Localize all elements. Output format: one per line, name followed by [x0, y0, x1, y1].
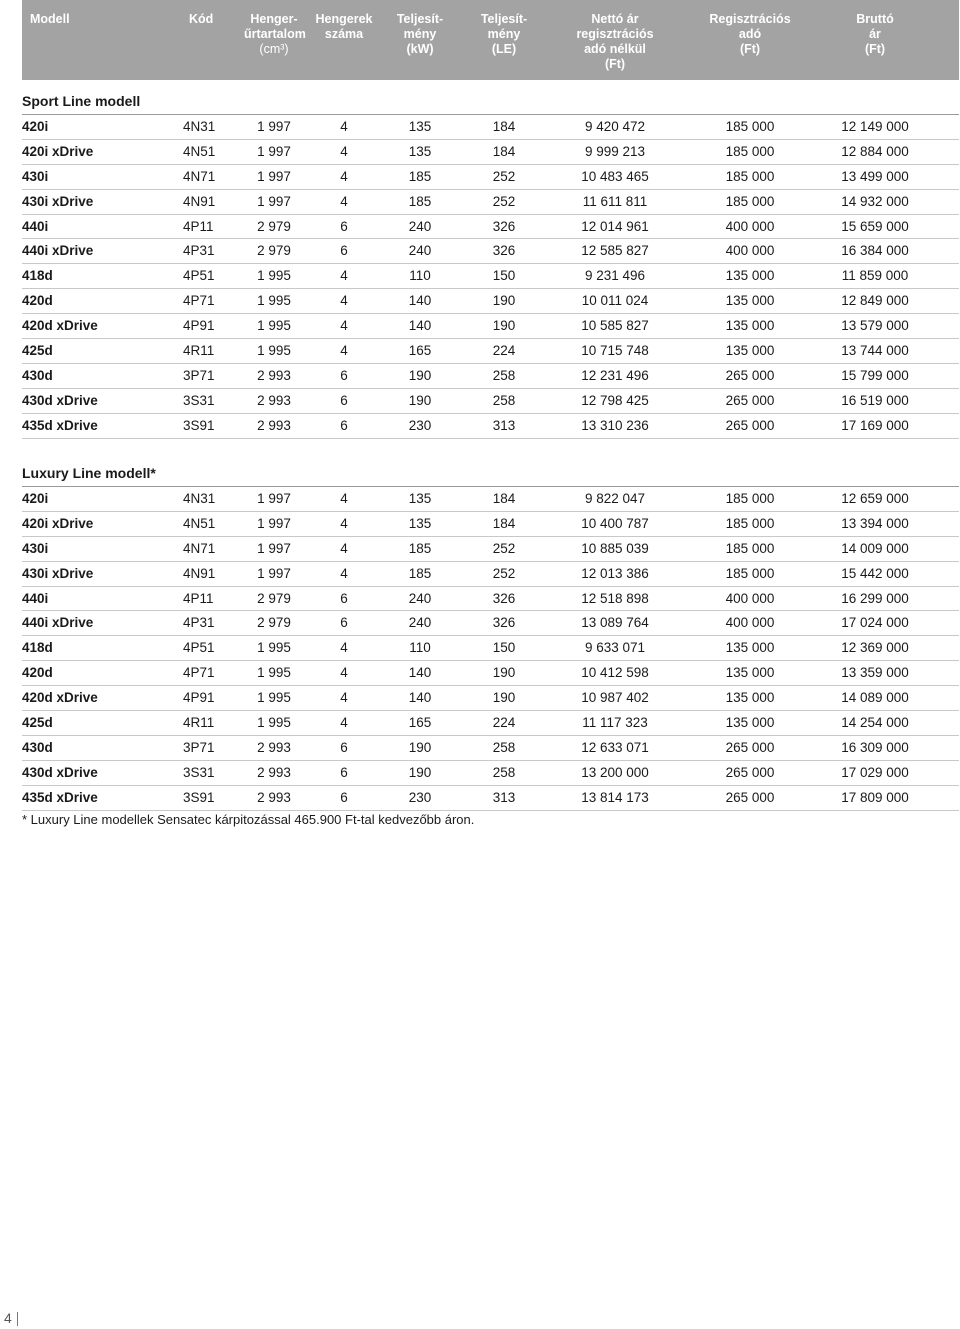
table-row: [22, 786, 959, 811]
model-cell: 430i xDrive: [22, 193, 94, 209]
gross-price-cell: 16 519 000: [841, 392, 909, 408]
model-cell: 418d: [22, 268, 53, 284]
registration-tax-cell: 185 000: [725, 168, 775, 184]
table-row: [22, 190, 959, 215]
gross-price-cell: 17 809 000: [841, 789, 909, 805]
displacement-cell: 1 995: [257, 690, 291, 706]
code-cell: 4R11: [183, 343, 215, 359]
section-luxury-line: [22, 461, 959, 811]
code-cell: 4P51: [183, 268, 215, 284]
code-cell: 4N91: [183, 565, 216, 581]
code-cell: 4N71: [183, 168, 216, 184]
model-cell: 430d: [22, 367, 53, 383]
displacement-cell: 1 995: [257, 268, 291, 284]
section-rows: [22, 115, 959, 439]
gross-price-cell: 12 884 000: [841, 143, 909, 159]
displacement-cell: 1 997: [257, 119, 291, 134]
displacement-cell: 1 997: [257, 143, 291, 159]
registration-tax-cell: 135 000: [725, 268, 775, 284]
code-cell: 3S31: [183, 392, 215, 408]
cylinders-cell: 4: [340, 318, 348, 334]
power-hp-cell: 190: [492, 690, 516, 706]
code-cell: 4N51: [183, 515, 216, 531]
model-cell: 440i: [22, 590, 49, 606]
model-cell: 430d xDrive: [22, 764, 98, 780]
power-hp-cell: 326: [492, 218, 516, 234]
model-cell: 430i xDrive: [22, 565, 94, 581]
gross-price-cell: 17 029 000: [841, 764, 909, 780]
table-row: [22, 487, 959, 512]
model-cell: 425d: [22, 343, 53, 359]
header-regisztracios-ado: Regisztrációs adó (Ft): [709, 12, 791, 56]
header-netto-ar: Nettó ár regisztrációs adó nélkül (Ft): [576, 12, 654, 71]
power-hp-cell: 150: [492, 268, 516, 284]
power-hp-cell: 252: [492, 540, 516, 556]
header-teljesitmeny-kw: Teljesít- mény (kW): [396, 12, 444, 56]
registration-tax-cell: 135 000: [725, 343, 775, 359]
power-hp-cell: 150: [492, 640, 516, 656]
cylinders-cell: 6: [340, 417, 348, 433]
model-cell: 420i xDrive: [22, 143, 94, 159]
net-price-cell: 12 798 425: [581, 392, 649, 408]
displacement-cell: 1 997: [257, 491, 291, 506]
displacement-cell: 1 995: [257, 343, 291, 359]
table-header: [22, 0, 959, 80]
registration-tax-cell: 185 000: [725, 143, 775, 159]
registration-tax-cell: 135 000: [725, 318, 775, 334]
model-cell: 420d xDrive: [22, 318, 98, 334]
header-modell: Modell: [30, 12, 70, 26]
header-hengerurtartalom: Henger- űrtartalom (cm³): [244, 12, 306, 56]
cylinders-cell: 4: [340, 640, 348, 656]
cylinders-cell: 4: [340, 193, 348, 209]
gross-price-cell: 15 659 000: [841, 218, 909, 234]
power-hp-cell: 258: [492, 367, 516, 383]
model-cell: 430d: [22, 739, 53, 755]
code-cell: 3P71: [183, 739, 215, 755]
registration-tax-cell: 400 000: [725, 243, 775, 259]
power-hp-cell: 190: [492, 293, 516, 309]
power-hp-cell: 184: [492, 515, 516, 531]
power-hp-cell: 252: [492, 193, 516, 209]
cylinders-cell: 4: [340, 168, 348, 184]
code-cell: 4P11: [183, 590, 214, 606]
gross-price-cell: 16 309 000: [841, 739, 909, 755]
power-hp-cell: 326: [492, 243, 516, 259]
net-price-cell: 9 999 213: [584, 143, 646, 159]
net-price-cell: 13 310 236: [581, 417, 649, 433]
section-rows: [22, 487, 959, 811]
displacement-cell: 1 997: [257, 515, 291, 531]
power-kw-cell: 185: [408, 168, 432, 184]
model-cell: 420d: [22, 293, 53, 309]
registration-tax-cell: 265 000: [725, 739, 775, 755]
displacement-cell: 1 995: [257, 640, 291, 656]
section-title: Luxury Line modell*: [22, 461, 959, 487]
power-kw-cell: 165: [408, 343, 432, 359]
power-kw-cell: 135: [408, 143, 432, 159]
cylinders-cell: 4: [340, 665, 348, 681]
displacement-cell: 1 995: [257, 715, 291, 731]
code-cell: 4P31: [183, 615, 215, 631]
cylinders-cell: 4: [340, 343, 348, 359]
gross-price-cell: 13 579 000: [841, 318, 909, 334]
registration-tax-cell: 265 000: [725, 764, 775, 780]
displacement-cell: 1 995: [257, 293, 291, 309]
gross-price-cell: 13 359 000: [841, 665, 909, 681]
net-price-cell: 12 013 386: [581, 565, 649, 581]
displacement-cell: 2 979: [257, 218, 291, 234]
gross-price-cell: 12 659 000: [841, 491, 909, 506]
table-row: [22, 314, 959, 339]
cylinders-cell: 6: [340, 739, 348, 755]
displacement-cell: 2 993: [257, 789, 291, 805]
net-price-cell: 10 885 039: [581, 540, 649, 556]
registration-tax-cell: 265 000: [725, 367, 775, 383]
model-cell: 420d xDrive: [22, 690, 98, 706]
power-kw-cell: 240: [408, 615, 432, 631]
power-kw-cell: 135: [408, 491, 432, 506]
displacement-cell: 2 993: [257, 764, 291, 780]
table-row: [22, 761, 959, 786]
code-cell: 3S91: [183, 417, 215, 433]
power-kw-cell: 185: [408, 540, 432, 556]
cylinders-cell: 6: [340, 218, 348, 234]
cylinders-cell: 4: [340, 565, 348, 581]
power-kw-cell: 110: [409, 640, 431, 656]
model-cell: 420i: [22, 491, 49, 506]
power-hp-cell: 184: [492, 491, 516, 506]
power-hp-cell: 258: [492, 764, 516, 780]
power-kw-cell: 240: [408, 218, 432, 234]
net-price-cell: 13 814 173: [581, 789, 649, 805]
gross-price-cell: 13 744 000: [841, 343, 909, 359]
power-kw-cell: 190: [408, 739, 432, 755]
cylinders-cell: 6: [340, 590, 348, 606]
net-price-cell: 12 518 898: [581, 590, 649, 606]
net-price-cell: 13 200 000: [581, 764, 649, 780]
displacement-cell: 2 993: [257, 392, 291, 408]
registration-tax-cell: 265 000: [725, 789, 775, 805]
table-row: [22, 289, 959, 314]
net-price-cell: 12 231 496: [581, 367, 649, 383]
registration-tax-cell: 185 000: [725, 565, 775, 581]
power-kw-cell: 230: [408, 417, 432, 433]
displacement-cell: 2 979: [257, 615, 291, 631]
table-row: [22, 414, 959, 439]
page-number: 4: [4, 1310, 12, 1326]
table-row: [22, 389, 959, 414]
cylinders-cell: 6: [340, 243, 348, 259]
registration-tax-cell: 185 000: [725, 193, 775, 209]
cylinders-cell: 6: [340, 615, 348, 631]
header-kod: Kód: [189, 12, 214, 26]
displacement-cell: 1 997: [257, 168, 291, 184]
gross-price-cell: 13 394 000: [841, 515, 909, 531]
power-kw-cell: 165: [408, 715, 432, 731]
table-row: [22, 661, 959, 686]
power-kw-cell: 140: [408, 690, 432, 706]
model-cell: 418d: [22, 640, 53, 656]
power-hp-cell: 224: [492, 343, 516, 359]
cylinders-cell: 4: [340, 268, 348, 284]
registration-tax-cell: 185 000: [725, 540, 775, 556]
gross-price-cell: 12 149 000: [841, 119, 909, 134]
code-cell: 4N91: [183, 193, 216, 209]
power-kw-cell: 185: [408, 193, 432, 209]
displacement-cell: 2 979: [257, 590, 291, 606]
registration-tax-cell: 135 000: [725, 665, 775, 681]
displacement-cell: 1 997: [257, 540, 291, 556]
gross-price-cell: 13 499 000: [841, 168, 909, 184]
registration-tax-cell: 135 000: [725, 715, 775, 731]
model-cell: 430i: [22, 540, 49, 556]
net-price-cell: 10 011 024: [581, 293, 649, 309]
code-cell: 3S91: [183, 789, 215, 805]
net-price-cell: 13 089 764: [581, 615, 649, 631]
registration-tax-cell: 400 000: [725, 590, 775, 606]
gross-price-cell: 14 254 000: [841, 715, 909, 731]
table-row: [22, 239, 959, 264]
gross-price-cell: 15 799 000: [841, 367, 909, 383]
gross-price-cell: 17 169 000: [841, 417, 909, 433]
code-cell: 4P31: [183, 243, 215, 259]
power-hp-cell: 258: [492, 392, 516, 408]
power-kw-cell: 190: [408, 764, 432, 780]
section-sport-line: [22, 89, 959, 439]
cylinders-cell: 6: [340, 367, 348, 383]
displacement-cell: 2 993: [257, 417, 291, 433]
net-price-cell: 12 014 961: [581, 218, 649, 234]
code-cell: 3P71: [183, 367, 215, 383]
gross-price-cell: 12 369 000: [841, 640, 909, 656]
net-price-cell: 10 400 787: [581, 515, 649, 531]
code-cell: 4N31: [183, 491, 216, 506]
registration-tax-cell: 185 000: [725, 119, 775, 134]
power-kw-cell: 135: [408, 119, 432, 134]
model-cell: 440i xDrive: [22, 243, 94, 259]
cylinders-cell: 4: [340, 690, 348, 706]
code-cell: 4P71: [183, 293, 215, 309]
table-row: [22, 562, 959, 587]
registration-tax-cell: 400 000: [725, 218, 775, 234]
displacement-cell: 2 993: [257, 739, 291, 755]
net-price-cell: 9 231 496: [584, 268, 646, 284]
cylinders-cell: 4: [340, 119, 348, 134]
model-cell: 440i: [22, 218, 49, 234]
registration-tax-cell: 400 000: [725, 615, 775, 631]
model-cell: 420i: [22, 119, 49, 134]
table-row: [22, 215, 959, 240]
net-price-cell: 12 633 071: [581, 739, 649, 755]
table-row: [22, 736, 959, 761]
power-kw-cell: 140: [408, 293, 432, 309]
power-hp-cell: 313: [492, 789, 516, 805]
model-cell: 430d xDrive: [22, 392, 98, 408]
net-price-cell: 11 611 811: [582, 193, 648, 209]
displacement-cell: 1 995: [257, 318, 291, 334]
cylinders-cell: 6: [340, 392, 348, 408]
cylinders-cell: 4: [340, 491, 348, 506]
registration-tax-cell: 265 000: [725, 417, 775, 433]
table-row: [22, 115, 959, 140]
model-cell: 435d xDrive: [22, 417, 98, 433]
gross-price-cell: 17 024 000: [841, 615, 909, 631]
model-cell: 420d: [22, 665, 53, 681]
power-kw-cell: 230: [408, 789, 432, 805]
header-brutto-ar: Bruttó ár (Ft): [856, 12, 894, 56]
gross-price-cell: 16 384 000: [841, 243, 909, 259]
table-row: [22, 711, 959, 736]
power-hp-cell: 252: [492, 168, 516, 184]
cylinders-cell: 4: [340, 540, 348, 556]
displacement-cell: 1 995: [257, 665, 291, 681]
code-cell: 3S31: [183, 764, 215, 780]
cylinders-cell: 6: [340, 789, 348, 805]
table-row: [22, 264, 959, 289]
power-hp-cell: 184: [492, 119, 516, 134]
net-price-cell: 12 585 827: [581, 243, 649, 259]
net-price-cell: 10 715 748: [581, 343, 649, 359]
power-kw-cell: 190: [408, 367, 432, 383]
power-kw-cell: 240: [408, 590, 432, 606]
power-hp-cell: 224: [492, 715, 516, 731]
power-kw-cell: 140: [408, 665, 432, 681]
code-cell: 4P91: [183, 318, 215, 334]
power-kw-cell: 185: [408, 565, 432, 581]
displacement-cell: 1 997: [257, 193, 291, 209]
code-cell: 4N51: [183, 143, 216, 159]
net-price-cell: 10 412 598: [581, 665, 649, 681]
gross-price-cell: 16 299 000: [841, 590, 909, 606]
cylinders-cell: 6: [340, 764, 348, 780]
gross-price-cell: 14 009 000: [841, 540, 909, 556]
code-cell: 4P91: [183, 690, 215, 706]
registration-tax-cell: 135 000: [725, 640, 775, 656]
model-cell: 425d: [22, 715, 53, 731]
cylinders-cell: 4: [340, 515, 348, 531]
power-kw-cell: 140: [408, 318, 432, 334]
net-price-cell: 9 633 071: [584, 640, 646, 656]
code-cell: 4N71: [183, 540, 216, 556]
registration-tax-cell: 265 000: [725, 392, 775, 408]
code-cell: 4R11: [183, 715, 215, 731]
cylinders-cell: 4: [340, 293, 348, 309]
cylinders-cell: 4: [340, 715, 348, 731]
table-row: [22, 140, 959, 165]
registration-tax-cell: 185 000: [725, 515, 775, 531]
page-number-divider: [17, 1312, 18, 1326]
code-cell: 4N31: [183, 119, 216, 134]
displacement-cell: 2 993: [257, 367, 291, 383]
header-teljesitmeny-le: Teljesít- mény (LE): [480, 12, 528, 56]
net-price-cell: 11 117 323: [582, 715, 648, 731]
table-row: [22, 537, 959, 562]
gross-price-cell: 14 089 000: [841, 690, 909, 706]
table-row: [22, 686, 959, 711]
model-cell: 420i xDrive: [22, 515, 94, 531]
model-cell: 430i: [22, 168, 49, 184]
power-kw-cell: 110: [409, 268, 431, 284]
power-hp-cell: 252: [492, 565, 516, 581]
code-cell: 4P51: [183, 640, 215, 656]
registration-tax-cell: 135 000: [725, 293, 775, 309]
code-cell: 4P71: [183, 665, 215, 681]
power-hp-cell: 258: [492, 739, 516, 755]
section-title: Sport Line modell: [22, 89, 959, 115]
displacement-cell: 2 979: [257, 243, 291, 259]
net-price-cell: 10 585 827: [581, 318, 649, 334]
power-kw-cell: 190: [408, 392, 432, 408]
net-price-cell: 10 483 465: [581, 168, 649, 184]
table-row: [22, 512, 959, 537]
power-hp-cell: 326: [492, 590, 516, 606]
power-hp-cell: 326: [492, 615, 516, 631]
power-kw-cell: 135: [408, 515, 432, 531]
power-hp-cell: 190: [492, 318, 516, 334]
net-price-cell: 10 987 402: [581, 690, 649, 706]
table-row: [22, 364, 959, 389]
code-cell: 4P11: [183, 218, 214, 234]
registration-tax-cell: 185 000: [725, 491, 775, 506]
footnote: * Luxury Line modellek Sensatec kárpitozással 465.900 Ft-tal kedvezőbb áron.: [22, 812, 475, 827]
cylinders-cell: 4: [340, 143, 348, 159]
power-hp-cell: 313: [492, 417, 516, 433]
gross-price-cell: 12 849 000: [841, 293, 909, 309]
table-row: [22, 339, 959, 364]
power-kw-cell: 240: [408, 243, 432, 259]
model-cell: 435d xDrive: [22, 789, 98, 805]
table-row: [22, 165, 959, 190]
gross-price-cell: 14 932 000: [841, 193, 909, 209]
gross-price-cell: 11 859 000: [841, 268, 909, 284]
registration-tax-cell: 135 000: [725, 690, 775, 706]
table-row: [22, 636, 959, 661]
power-hp-cell: 190: [492, 665, 516, 681]
header-hengerek-szama: Hengerek száma: [315, 12, 373, 41]
gross-price-cell: 15 442 000: [841, 565, 909, 581]
net-price-cell: 9 822 047: [584, 491, 646, 506]
power-hp-cell: 184: [492, 143, 516, 159]
table-row: [22, 587, 959, 612]
table-row: [22, 611, 959, 636]
net-price-cell: 9 420 472: [584, 119, 646, 134]
model-cell: 440i xDrive: [22, 615, 94, 631]
displacement-cell: 1 997: [257, 565, 291, 581]
